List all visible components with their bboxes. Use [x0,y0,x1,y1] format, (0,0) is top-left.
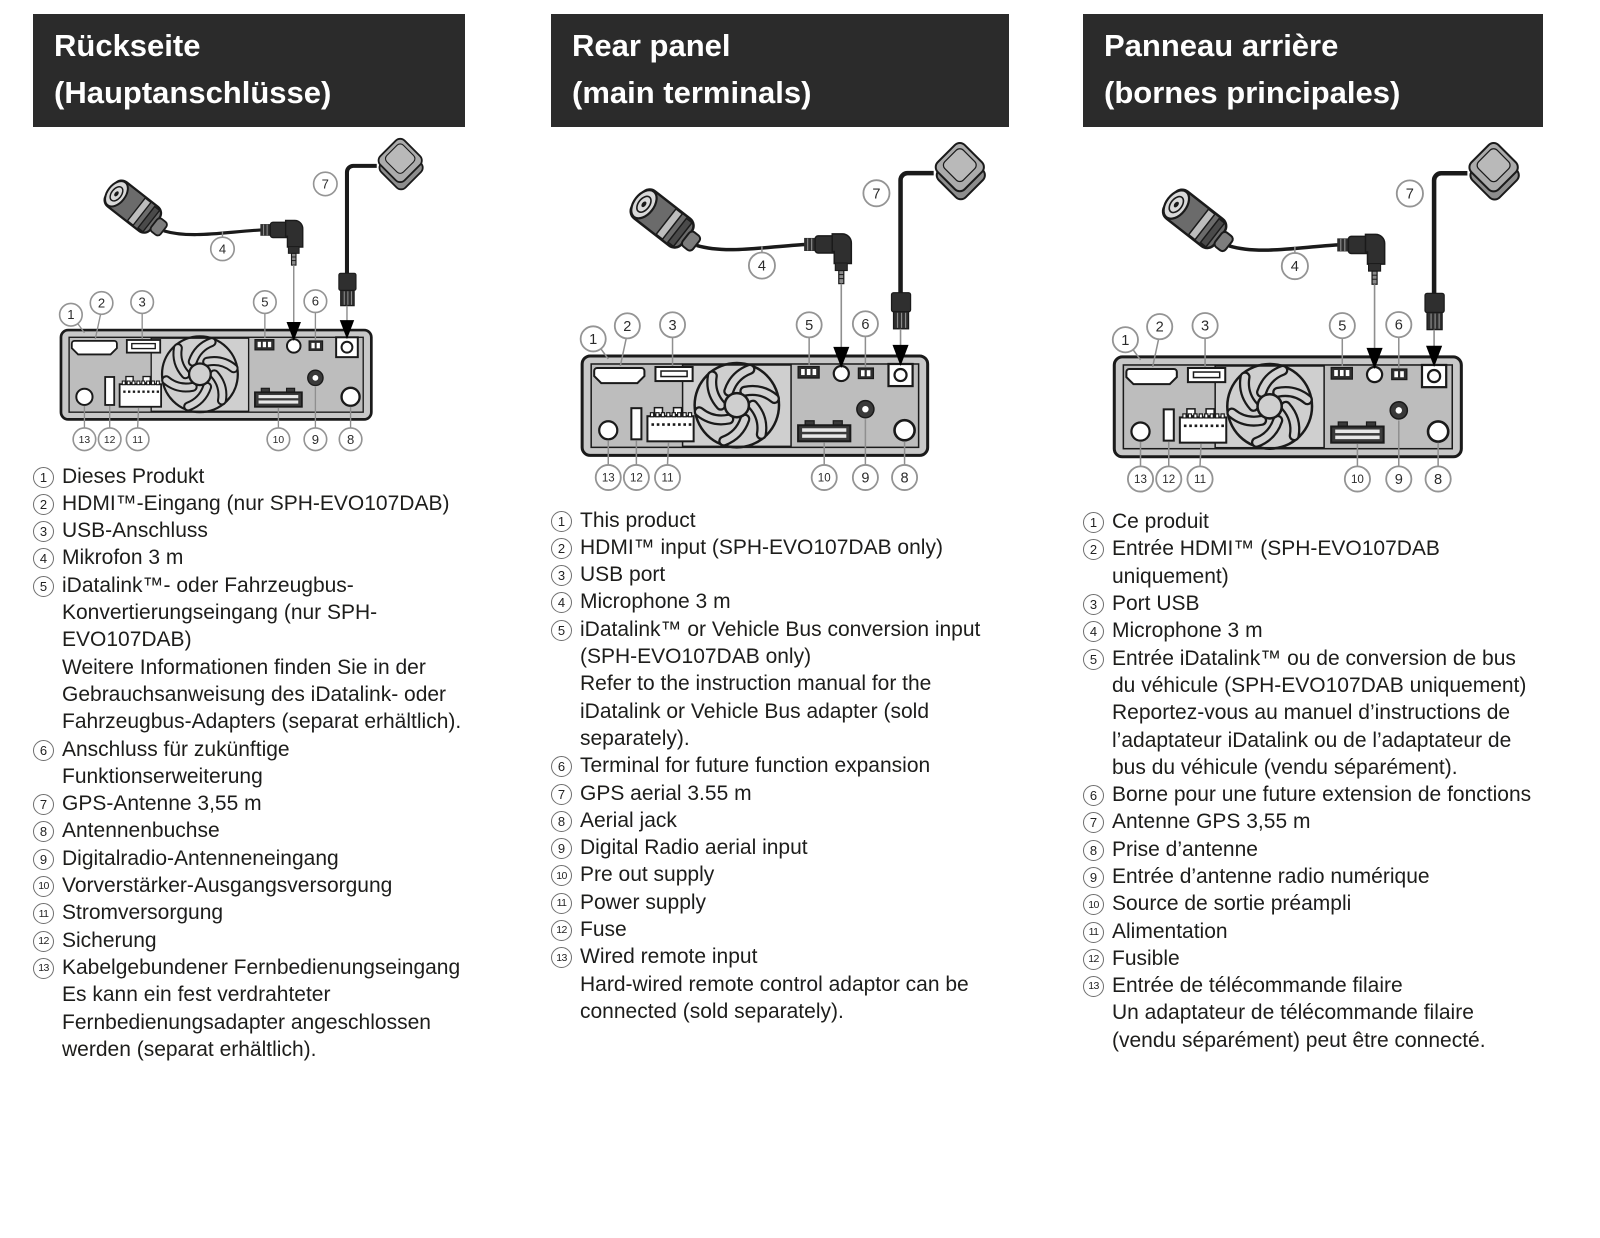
legend-item-label: Source de sortie préampli [1112,892,1352,916]
expansion-terminal [309,341,323,350]
legend-item-label: USB port [580,563,666,587]
callout-number-badge: 11 [551,893,572,914]
callout-number-badge: 8 [551,811,572,832]
gps-cable [901,173,934,294]
legend-item-label: Fusible [1112,946,1180,970]
legend-item [33,817,465,844]
rear-panel-diagram [1083,141,1537,496]
mic-plug [260,220,302,265]
gps-cable-connector [892,293,911,329]
legend-item [1083,890,1543,917]
idatalink-terminal [1331,367,1352,379]
callout-10: 10 [272,434,285,446]
callout-11: 11 [661,472,674,485]
callout-2: 2 [97,295,106,311]
mic-cable [697,244,805,249]
callout-9: 9 [861,470,870,487]
legend-item-label: iDatalink™ or Vehicle Bus conversion input (SPH-EVO107DAB only) [580,617,981,669]
hdmi-port [72,341,117,355]
rear-panel-diagram-svg [1083,141,1537,496]
legend-item [33,954,465,1063]
legend-item-label: USB-Anschluss [62,519,208,543]
legend-item [1083,863,1543,890]
legend-item [1083,590,1543,617]
legend-item [1083,508,1543,535]
callout-1: 1 [589,331,598,348]
callout-number-badge: 2 [33,494,54,515]
legend-item [1083,617,1543,644]
callout-number-badge: 9 [551,838,572,859]
callout-3: 3 [1201,318,1210,335]
legend-item [551,943,1009,1025]
legend-item-label: Digital Radio aerial input [580,836,808,860]
section-header-english [551,14,1009,127]
mic-plug [804,234,851,284]
callout-number-badge: 1 [1083,512,1104,533]
digital-radio-aerial-jack [1390,402,1407,419]
legend-item [551,588,1009,615]
callout-7: 7 [1405,186,1414,203]
callout-number-badge: 4 [1083,621,1104,642]
callout-number-badge: 7 [1083,812,1104,833]
microphone-illustration [97,176,303,341]
legend-item-label: Kabelgebundener Fernbedienungseingang [62,955,461,979]
callout-number-badge: 5 [33,576,54,597]
legend-list-german [33,463,465,1064]
legend-item-label: Microphone 3 m [1112,619,1263,643]
legend-item-label: Alimentation [1112,919,1228,943]
legend-item [33,790,465,817]
legend-item [1083,781,1543,808]
callout-number-badge: 12 [33,931,54,952]
legend-item-label: GPS aerial 3.55 m [580,781,752,805]
header-line-2: (Hauptanschlüsse) [54,74,332,110]
aerial-jack [895,420,915,440]
legend-item-label: Borne pour une future extension de fonctions [1112,783,1532,807]
legend-item-note: Un adaptateur de télécommande filaire (vendu séparément) peut être connecté. [1112,1001,1486,1052]
legend-item-label: Aerial jack [580,808,677,832]
callout-number-badge: 7 [551,784,572,805]
callout-10: 10 [1350,473,1364,487]
legend-item-label: HDMI™ input (SPH-EVO107DAB only) [580,535,943,559]
legend-list-english [551,507,1009,1026]
callout-number-badge: 9 [33,849,54,870]
callout-number-badge: 10 [1083,894,1104,915]
callout-8: 8 [346,431,355,447]
usb-port [655,367,692,381]
legend-item-note: Hard-wired remote control adaptor can be connected (sold separately). [580,972,969,1023]
callout-number-badge: 1 [551,511,572,532]
legend-item [551,834,1009,861]
idatalink-terminal [798,366,819,378]
callout-number-badge: 3 [33,521,54,542]
section-header-french [1083,14,1543,127]
legend-item-label: GPS-Antenne 3,55 m [62,792,262,816]
legend-item [551,752,1009,779]
legend-item [1083,535,1543,590]
legend-item [33,899,465,926]
rear-panel-diagram-svg [551,141,1003,495]
hdmi-port [1126,369,1176,384]
legend-item-label: Stromversorgung [62,901,224,925]
legend-item [551,534,1009,561]
callout-number-badge: 13 [551,947,572,968]
rear-panel-diagram [33,137,439,455]
header-line-2: (main terminals) [572,74,812,110]
legend-item [1083,645,1543,781]
callout-number-badge: 6 [551,756,572,777]
callout-number-badge: 5 [551,620,572,641]
gps-cable [347,166,377,274]
legend-item-note: Es kann ein fest verdrahteter Fernbedienungsadapter angeschlossen werden (separat erhältlich). [62,983,431,1061]
header-line-1: Rear panel [572,28,731,63]
mic-plug [1337,234,1384,284]
callout-4: 4 [218,241,227,257]
callout-number-badge: 6 [33,740,54,761]
callout-number-badge: 12 [551,920,572,941]
callout-3: 3 [668,317,677,334]
legend-item-label: Prise d’antenne [1112,837,1258,861]
callout-10: 10 [817,472,831,485]
wired-remote-jack [76,389,92,405]
legend-item-label: Wired remote input [580,945,758,969]
legend-item-label: Entrée de télécommande filaire [1112,974,1403,998]
callout-12: 12 [629,472,643,485]
legend-item [1083,945,1543,972]
callout-number-badge: 3 [551,565,572,586]
legend-item-note: Weitere Informationen finden Sie in der Gebrauchsanweisung des iDatalink- oder Fahrzeugbus-Adapters (separat erhältlich). [62,655,462,734]
usb-port [127,340,160,353]
legend-item [551,889,1009,916]
callout-8: 8 [900,470,909,487]
callout-9: 9 [1394,472,1403,489]
mic-cable [164,230,261,235]
legend-item [551,807,1009,834]
callout-number-badge: 11 [33,903,54,924]
gps-terminal [336,337,358,357]
header-line-1: Panneau arrière [1104,28,1339,63]
gps-terminal [1422,365,1446,387]
callout-11: 11 [1194,473,1207,487]
callout-12: 12 [1162,473,1176,487]
legend-item-label: Terminal for future function expansion [580,754,931,778]
digital-radio-aerial-jack [857,401,874,418]
callout-number-badge: 10 [33,876,54,897]
callout-13: 13 [601,472,615,485]
legend-item [1083,972,1543,1054]
legend-item-label: Fuse [580,918,627,942]
legend-item-label: Microphone 3 m [580,590,731,614]
legend-item [1083,918,1543,945]
legend-item-label: Digitalradio-Antenneneingang [62,846,339,870]
legend-item-label: HDMI™-Eingang (nur SPH-EVO107DAB) [62,491,450,515]
hdmi-port [594,368,644,383]
fuse-slot [1164,409,1174,440]
expansion-terminal [858,368,873,379]
legend-item-label: Entrée d’antenne radio numérique [1112,864,1430,888]
callout-number-badge: 8 [33,821,54,842]
legend-item-label: Antennenbuchse [62,819,220,843]
callout-6: 6 [1394,317,1403,334]
callout-1: 1 [1121,332,1130,349]
gps-terminal [888,364,912,386]
callout-5: 5 [805,317,814,334]
callout-2: 2 [1155,319,1164,336]
callout-8: 8 [1434,472,1443,489]
legend-item [551,507,1009,534]
callout-12: 12 [103,434,116,446]
legend-item-label: Power supply [580,890,707,914]
mic-jack [834,366,849,381]
wired-remote-jack [599,421,617,439]
legend-item [551,780,1009,807]
legend-item-note: Refer to the instruction manual for the iDatalink or Vehicle Bus adapter (sold separately). [580,672,932,750]
legend-item [551,616,1009,752]
legend-item-label: Entrée HDMI™ (SPH-EVO107DAB uniquement) [1112,537,1440,588]
section-header-german [33,14,465,127]
microphone-illustration [1155,185,1385,369]
legend-item-label: Ce produit [1112,510,1209,534]
legend-item [1083,808,1543,835]
legend-item-label: This product [580,508,696,532]
rear-panel-diagram-svg [33,137,439,455]
gps-cable [1434,173,1467,294]
expansion-terminal [1392,369,1407,380]
idatalink-terminal [255,340,274,350]
callout-number-badge: 13 [1083,976,1104,997]
callout-number-badge: 2 [1083,539,1104,560]
callout-11: 11 [132,434,144,446]
callout-number-badge: 4 [551,592,572,613]
legend-item-label: Dieses Produkt [62,464,205,488]
legend-item-label: Port USB [1112,592,1200,616]
mic-jack [287,339,301,353]
callout-number-badge: 11 [1083,922,1104,943]
callout-13: 13 [78,434,91,446]
legend-item [33,927,465,954]
legend-item [33,517,465,544]
gps-antenna-illustration [1425,141,1522,367]
callout-2: 2 [623,318,632,335]
column-english [551,14,1009,1238]
callout-number-badge: 4 [33,548,54,569]
legend-item-label: Antenne GPS 3,55 m [1112,810,1311,834]
callout-number-badge: 5 [1083,649,1104,670]
gps-cable-connector [339,273,356,305]
callout-number-badge: 7 [33,794,54,815]
legend-item-label: Mikrofon 3 m [62,546,184,570]
callout-4: 4 [757,258,766,275]
callout-6: 6 [861,316,870,333]
mic-cable [1229,245,1338,250]
usb-port [1188,368,1225,382]
legend-item-label: iDatalink™- oder Fahrzeugbus-Konvertierungseingang (nur SPH-EVO107DAB) [62,573,378,652]
digital-radio-aerial-jack [308,370,323,385]
column-french [1083,14,1543,1238]
fuse-slot [105,377,114,405]
unit-rear-panel [61,330,371,419]
aerial-jack [1428,421,1448,441]
aerial-jack [342,388,360,406]
callout-5: 5 [261,294,269,310]
callout-3: 3 [138,294,146,310]
callout-number-badge: 12 [1083,949,1104,970]
header-line-1: Rückseite [54,28,201,63]
legend-item [33,544,465,571]
callout-number-badge: 13 [33,958,54,979]
mic-jack [1367,367,1382,382]
column-german [33,14,465,1238]
callout-number-badge: 8 [1083,840,1104,861]
callout-7: 7 [321,176,329,192]
callout-number-badge: 3 [1083,594,1104,615]
header-line-2: (bornes principales) [1104,74,1401,110]
callout-number-badge: 2 [551,538,572,559]
callout-number-badge: 10 [551,865,572,886]
legend-item [33,463,465,490]
legend-item [33,736,465,791]
callout-1: 1 [67,307,75,323]
legend-item [33,872,465,899]
legend-item [33,572,465,736]
legend-item-note: Reportez-vous au manuel d’instructions de l’adaptateur iDatalink ou de l’adaptateur de bus du véhicule (vendu séparément). [1112,701,1512,779]
callout-7: 7 [872,186,881,203]
legend-list-french [1083,508,1543,1054]
gps-antenna-illustration [892,141,988,366]
callout-4: 4 [1290,259,1299,276]
legend-item-label: Pre out supply [580,863,715,887]
callout-6: 6 [311,293,320,309]
legend-item [551,561,1009,588]
wired-remote-jack [1131,422,1149,440]
legend-item-label: Sicherung [62,928,157,952]
unit-rear-panel [582,356,928,455]
legend-item [33,845,465,872]
legend-item [1083,836,1543,863]
callout-number-badge: 6 [1083,785,1104,806]
legend-item [551,861,1009,888]
legend-item-label: Entrée iDatalink™ ou de conversion de bus du véhicule (SPH-EVO107DAB uniquement) [1112,646,1527,697]
gps-cable-connector [1425,293,1444,329]
callout-number-badge: 1 [33,467,54,488]
callout-9: 9 [311,431,320,447]
callout-5: 5 [1338,318,1347,335]
callout-13: 13 [1134,473,1147,487]
legend-item-label: Vorverstärker-Ausgangsversorgung [62,874,393,898]
legend-item [551,916,1009,943]
legend-item [33,490,465,517]
microphone-illustration [625,185,851,368]
unit-rear-panel [1114,357,1461,457]
fuse-slot [631,408,641,439]
legend-item-label: Anschluss für zukünftige Funktionserweiterung [62,737,290,788]
gps-antenna-illustration [339,137,425,339]
rear-panel-diagram [551,141,1003,495]
callout-number-badge: 9 [1083,867,1104,888]
